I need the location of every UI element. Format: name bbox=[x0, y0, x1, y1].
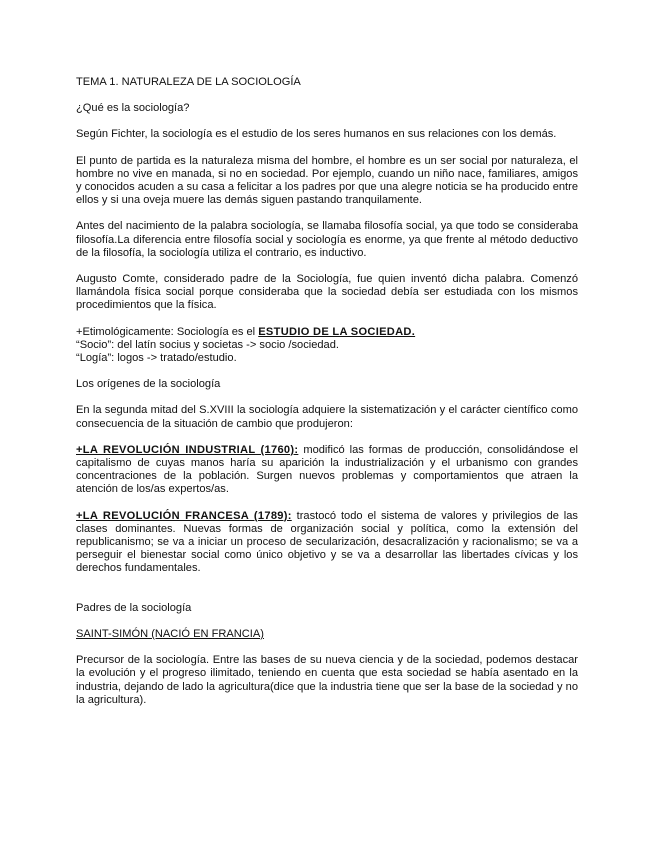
industrial-heading: +LA REVOLUCIÓN INDUSTRIAL (1760): bbox=[76, 443, 299, 456]
francesa-text: trastocó todo el sistema de valores y privilegios de las clases dominantes. Nuevas formas de organización social y política, como la extensión del republicanismo; se va a iniciar un proceso de secularización, desacralización y racionalismo; se va a perseguir el bienestar social como único objetivo y se va a desarrollar las libertades cívicas y los derechos fundamentales. bbox=[76, 509, 578, 575]
document-title: TEMA 1. NATURALEZA DE LA SOCIOLOGÍA bbox=[76, 76, 301, 88]
etymology-prefix: +Etimológicamente: Sociología es el bbox=[76, 325, 259, 338]
question-heading: ¿Qué es la sociología? bbox=[76, 102, 190, 115]
industrial-text: modificó las formas de producción, consolidándose el capitalismo de cuyas manos haría su aparición la industrialización y el urbanismo con grandes concentraciones de la población. Surgen nuevos problemas y comportamientos que atraen la atención de los/as expertos/as. bbox=[76, 443, 578, 496]
saint-simon-heading: SAINT-SIMÓN (NACIÓ EN FRANCIA) bbox=[76, 627, 264, 640]
paragraph-revolucion-industrial bbox=[76, 444, 578, 497]
document-page bbox=[76, 76, 578, 720]
fathers-heading: Padres de la sociología bbox=[76, 601, 192, 614]
etymology-socio: “Socio”: del latín socius y societas -> socio /sociedad. bbox=[76, 338, 339, 351]
spacer bbox=[76, 589, 578, 602]
paragraph-comte: Augusto Comte, considerado padre de la Sociología, fue quien inventó dicha palabra. Comenzó llamándola física social porque consideraba que la sociedad debía ser estudiada con los mismos procedimientos que la física. bbox=[76, 273, 578, 312]
etymology-line bbox=[76, 326, 578, 339]
paragraph-punto-partida: El punto de partida es la naturaleza misma del hombre, el hombre es un ser social por naturaleza, el hombre no vive en manada, si no en sociedad. Por ejemplo, cuando un niño nace, familiares, amigos y conocidos acuden a su casa a felicitar a los padres por que una alegre noticia se ha producido entre ellos y si una oveja muere las demás siguen pastando tranquilamente. bbox=[76, 154, 578, 207]
paragraph-precursor: Precursor de la sociología. Entre las bases de su nueva ciencia y de la sociedad, podemos destacar la evolución y el progreso ilimitado, teniendo en cuenta que esta sociedad se había asentado en la industria, dejando de lado la agricultura(dice que la industria tiene que ser la base de la sociedad y no la agricultura). bbox=[76, 654, 578, 706]
origins-heading: Los orígenes de la sociología bbox=[76, 378, 221, 391]
etymology-block bbox=[76, 326, 578, 366]
paragraph-revolucion-francesa bbox=[76, 510, 578, 576]
etymology-bold: ESTUDIO DE LA SOCIEDAD. bbox=[258, 325, 416, 338]
paragraph-fichter: Según Fichter, la sociología es el estudio de los seres humanos en sus relaciones con los demás. bbox=[76, 128, 557, 141]
etymology-logia: “Logía”: logos -> tratado/estudio. bbox=[76, 352, 237, 365]
francesa-heading: +LA REVOLUCIÓN FRANCESA (1789): bbox=[76, 509, 292, 522]
paragraph-antes: Antes del nacimiento de la palabra sociología, se llamaba filosofía social, ya que todo se consideraba filosofía.La diferencia entre filosofía social y sociología es enorme, ya que frente al método deductivo de la filosofía, la sociología utiliza el contrario, es inductivo. bbox=[76, 220, 578, 259]
paragraph-segunda-mitad: En la segunda mitad del S.XVIII la sociología adquiere la sistematización y el carácter científico como consecuencia de la situación de cambio que produjeron: bbox=[76, 404, 578, 430]
